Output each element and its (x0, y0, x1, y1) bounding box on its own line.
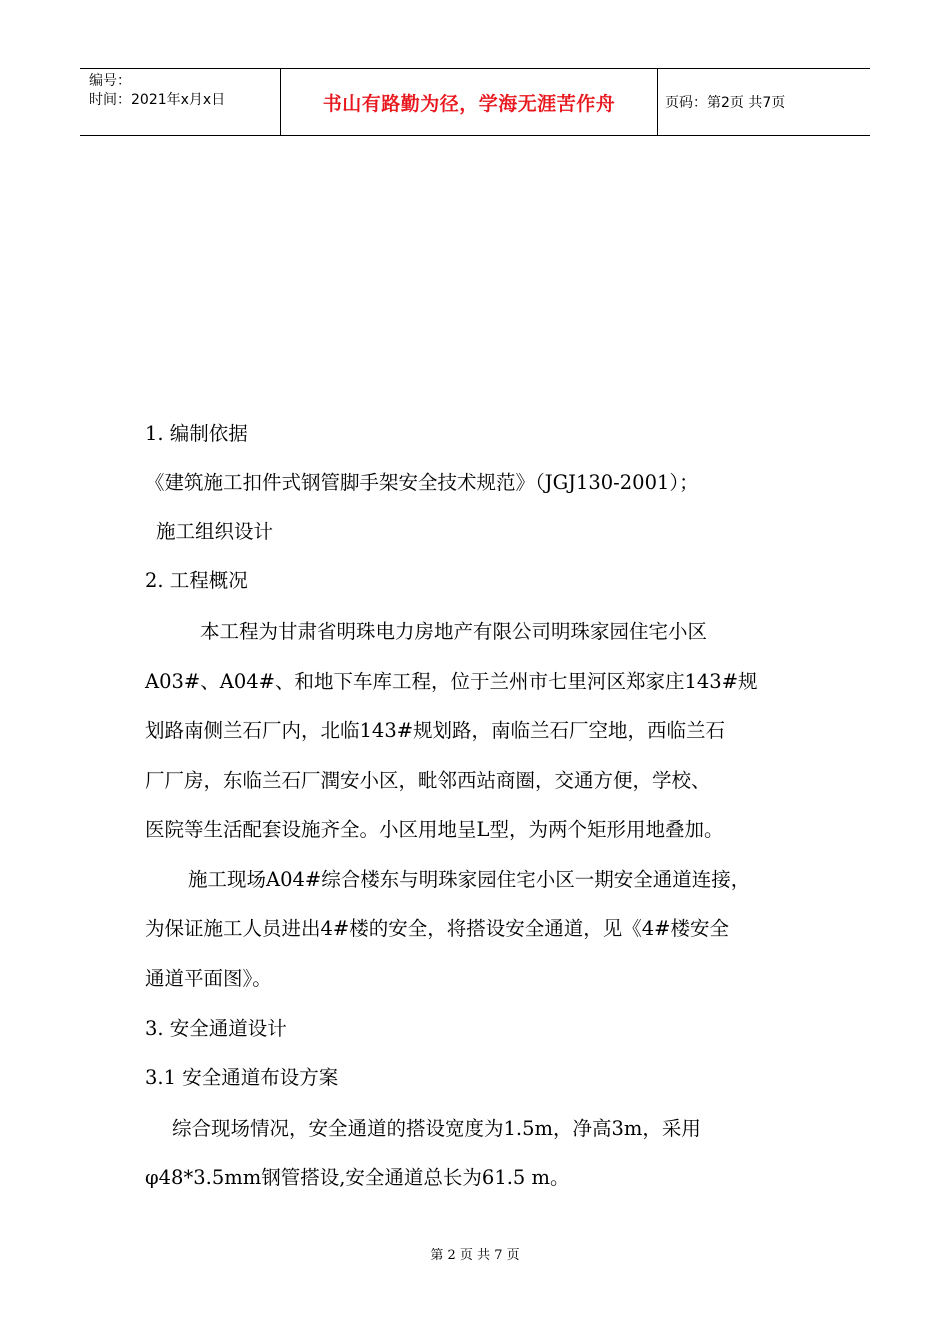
paragraph-line: 为保证施工人员进出4#楼的安全，将搭设安全通道，见《4#楼安全 (145, 917, 729, 940)
document-time-label: 时间：2021年x月x日 (89, 92, 226, 108)
paragraph-line: 划路南侧兰石厂内，北临143#规划路，南临兰石厂空地，西临兰石 (145, 719, 726, 742)
paragraph-line: 综合现场情况，安全通道的搭设宽度为1.5m，净高3m，采用 (172, 1117, 701, 1140)
paragraph-line: 厂厂房，东临兰石厂潤安小区，毗邻西站商圈，交通方便，学校、 (145, 769, 711, 792)
subsection-heading-3-1: 3.1 安全通道布设方案 (145, 1066, 339, 1089)
paragraph-line: A03#、A04#、和地下车库工程，位于兰州市七里河区郑家庄143#规 (145, 670, 758, 693)
reference-design: 施工组织设计 (156, 520, 274, 543)
header-meta (80, 69, 281, 135)
paragraph-line: 医院等生活配套设施齐全。小区用地呈L型，为两个矩形用地叠加。 (145, 818, 724, 841)
page-footer: 第 2 页 共 7 页 (430, 1248, 520, 1263)
header-motto: 书山有路勤为径，学海无涯苦作舟 (322, 92, 616, 115)
header-motto-cell (281, 69, 658, 135)
header-page-info (658, 69, 870, 135)
paragraph-line: 通道平面图》。 (145, 967, 272, 990)
paragraph-line: 本工程为甘肃省明珠电力房地产有限公司明珠家园住宅小区 (200, 620, 708, 643)
section-heading-3: 3. 安全通道设计 (145, 1017, 287, 1040)
document-code-label: 编号： (89, 73, 131, 89)
section-heading-1: 1. 编制依据 (145, 422, 248, 445)
header-page-number: 页码：第2页 共7页 (665, 95, 786, 111)
page-header (80, 68, 870, 136)
section-heading-2: 2. 工程概况 (145, 569, 248, 592)
paragraph-line: φ48*3.5mm钢管搭设,安全通道总长为61.5 m。 (145, 1166, 570, 1189)
paragraph-line: 施工现场A04#综合楼东与明珠家园住宅小区一期安全通道连接， (188, 868, 751, 891)
reference-standard: 《建筑施工扣件式钢管脚手架安全技术规范》（JGJ130-2001）； (145, 471, 699, 494)
